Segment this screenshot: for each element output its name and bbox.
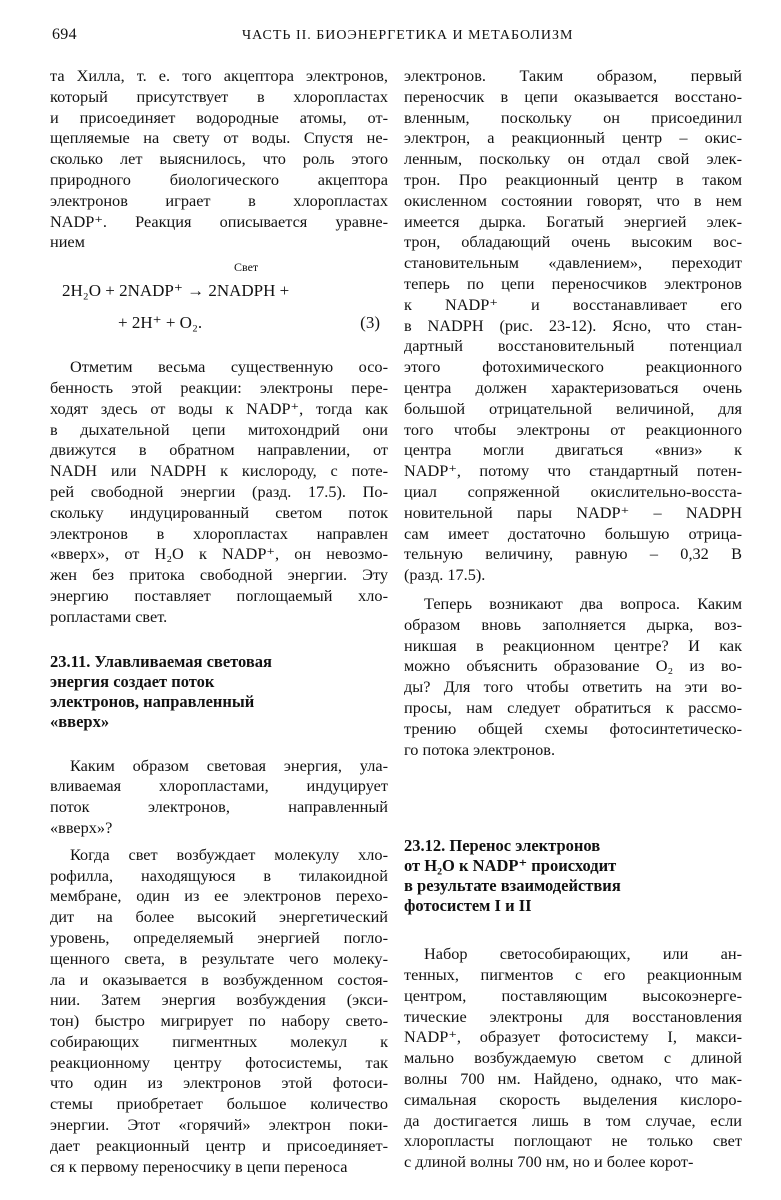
text-line: скольку индуцированный светом поток: [50, 502, 388, 522]
text-line: «вверх», от H₂O к NADP⁺, он невозмо-: [50, 544, 388, 564]
text-line: NADP⁺. Реакция описывается уравне-: [50, 211, 388, 231]
text-line: переносчик в цепи оказывается восстано-: [404, 86, 742, 106]
text-line: Каким образом световая энергия, ула-: [70, 755, 388, 775]
text-line: нием: [50, 232, 85, 252]
text-line: вленным, поскольку он присоединил: [404, 107, 742, 127]
text-line: Когда свет возбуждает молекулу хло-: [70, 844, 388, 864]
text-line: Отметим весьма существенную осо-: [70, 357, 388, 377]
text-line: энергии. Этот «горячий» электрон поки-: [50, 1115, 388, 1135]
text-line: бенность этой реакции: электроны пере-: [50, 377, 388, 397]
text-line: реакционному центру фотосистемы, так: [50, 1052, 388, 1072]
text-line: ропластами свет.: [50, 606, 168, 626]
text-line: NADP⁺, потому что стандартный потен-: [404, 461, 742, 481]
text-line: просы, нам следует обратиться к рассмо-: [404, 697, 742, 717]
text-line: вливаемая хлоропластами, индуцирует: [50, 776, 388, 796]
text-line: энергию поставляет поглощаемый хло-: [50, 585, 388, 605]
text-line: трон, обладающий очень высоким вос-: [404, 232, 742, 252]
text-line: того чтобы электроны от реакционного: [404, 419, 742, 439]
text-line: волны 700 нм. Найдено, однако, что мак-: [404, 1069, 742, 1089]
text-line: нии. Затем энергия возбуждения (экси-: [50, 990, 388, 1010]
heading-line: от H₂O к NADP⁺ происходит: [404, 856, 617, 876]
text-line: образом вновь заполняется дырка, воз-: [404, 614, 742, 634]
text-line: дартный восстановительный потенциал: [404, 336, 742, 356]
running-head: ЧАСТЬ II. БИОЭНЕРГЕТИКА И МЕТАБОЛИЗМ: [242, 28, 574, 43]
text-line: ходят здесь от воды к NADP⁺, тогда как: [50, 398, 388, 418]
text-line: большой отрицательной величиной, для: [404, 398, 742, 418]
text-line: который присутствует в хлоропластах: [50, 86, 388, 106]
paragraph: [50, 756, 388, 839]
text-line: рей свободной энергии (разд. 17.5). По-: [50, 481, 388, 501]
text-line: ла и оказывается в возбужденном состоя-: [50, 969, 388, 989]
text-line: мембране, один из ее электронов перехо-: [50, 886, 388, 906]
text-line: Теперь возникают два вопроса. Каким: [424, 593, 742, 613]
text-line: природного биологического акцептора: [50, 169, 388, 189]
text-line: новительной пары NADP⁺ – NADPH: [404, 502, 742, 522]
text-line: центром, поставляющим высокоэнерге-: [404, 985, 742, 1005]
text-line: циал сопряженной окислительно-восста-: [404, 481, 742, 501]
text-line: да достигается лишь в том случае, если: [404, 1110, 742, 1130]
text-line: го потока электронов.: [404, 739, 556, 759]
text-line: хлоропласты поглощают не только свет: [404, 1131, 742, 1151]
text-line: можно объяснить образование O₂ из во-: [404, 656, 742, 676]
text-line: с длиной волны 700 нм, но и более корот-: [404, 1152, 694, 1172]
text-line: (разд. 17.5).: [404, 565, 486, 585]
text-line: теперь по цепи переносчиков электронов: [404, 273, 742, 293]
heading-line: 23.12. Перенос электронов: [404, 836, 601, 856]
text-line: и присоединяет водородные атомы, от-: [50, 107, 388, 127]
text-line: становительным «давлением», переходит: [404, 253, 742, 273]
heading-line: в результате взаимодействия: [404, 876, 621, 896]
text-line: окисленном состоянии говорят, что в нем: [404, 190, 742, 210]
heading-line: «вверх»: [50, 711, 110, 731]
text-line: та Хилла, т. е. того акцептора электронов,: [50, 66, 388, 85]
text-line: рофилла, находящуюся в тилакоидной: [50, 865, 388, 885]
section-heading-23-11: [50, 652, 388, 732]
text-line: центра должен характеризоваться очень: [404, 377, 742, 397]
text-line: ленным, поскольку он отдал свой элек-: [404, 149, 742, 169]
paragraph: [50, 66, 388, 253]
page-number: 694: [52, 26, 77, 43]
equation-3: [50, 260, 388, 335]
text-line: щенного света, в результате чего молеку-: [50, 948, 388, 968]
text-line: стемы приобретает большое количество: [50, 1094, 388, 1114]
heading-line: энергия создает поток: [50, 671, 215, 691]
paragraph: [50, 357, 388, 627]
text-line: дит на более высокий энергетический: [50, 907, 388, 927]
text-line: что один из электронов этой фотоси-: [50, 1073, 388, 1093]
text-line: к NADP⁺ и восстанавливает его: [404, 294, 742, 314]
equation-line-1: 2H₂O + 2NADP⁺ → 2NADPH +: [62, 281, 290, 301]
left-column: [50, 66, 388, 1177]
equation-line-2: + 2H⁺ + O₂.: [118, 313, 203, 333]
text-line: трон. Про реакционный центр в таком: [404, 169, 742, 189]
text-line: NADP⁺, образует фотосистему I, макси-: [404, 1027, 742, 1047]
paragraph: [50, 845, 388, 1178]
text-line: электронов в хлоропластах направлен: [50, 523, 388, 543]
page-header: [52, 20, 740, 50]
text-line: жен без притока свободной энергии. Эту: [50, 565, 388, 585]
text-line: мально возбуждаемую светом с длиной: [404, 1048, 742, 1068]
section-heading-23-12: [404, 836, 742, 916]
text-line: ся к первому переносчику в цепи переноса: [50, 1156, 348, 1176]
paragraph: [404, 944, 742, 1173]
text-line: тон) быстро мигрирует по набору свето-: [50, 1011, 388, 1031]
text-line: в NADPH (рис. 23-12). Ясно, что стан-: [404, 315, 742, 335]
heading-line: фотосистем I и II: [404, 896, 532, 916]
text-line: NADH или NADPH к кислороду, с поте-: [50, 461, 388, 481]
text-line: центра могли двигаться «вниз» к: [404, 440, 742, 460]
text-line: электронов играет в хлоропластах: [50, 190, 388, 210]
text-line: дает реакционный центр и присоединяет-: [50, 1135, 388, 1155]
heading-line: 23.11. Улавливаемая световая: [50, 651, 272, 671]
text-line: уровень, определяемый энергией погло-: [50, 927, 388, 947]
text-line: этого фотохимического реакционного: [404, 357, 742, 377]
text-line: поток электронов, направленный: [50, 797, 388, 817]
text-line: сам имеет достаточно большую отрица-: [404, 523, 742, 543]
text-line: никшая в реакционном центре? И как: [404, 635, 742, 655]
text-line: собирающих пигментных молекул к: [50, 1031, 388, 1051]
text-line: в дыхательной цепи митохондрий они: [50, 419, 388, 439]
text-line: «вверх»?: [50, 817, 113, 837]
paragraph: [404, 66, 742, 586]
text-line: ды? Для того чтобы ответить на эти во-: [404, 677, 742, 697]
text-line: симальная скорость выделения кислоро-: [404, 1089, 742, 1109]
heading-line: электронов, направленный: [50, 691, 255, 711]
text-line: имеется дырка. Богатый энергией элек-: [404, 211, 742, 231]
text-line: тенных, пигментов с его реакционным: [404, 965, 742, 985]
text-line: электронов. Таким образом, первый: [404, 66, 742, 85]
equation-label-light: Свет: [234, 260, 259, 275]
text-line: щепляемые на свету от воды. Спустя не-: [50, 128, 388, 148]
right-column: [404, 66, 742, 1173]
text-line: трению общей схемы фотосинтетическо-: [404, 718, 742, 738]
text-line: тические электроны для восстановления: [404, 1006, 742, 1026]
paragraph: [404, 594, 742, 760]
text-line: сколько лет выяснилось, что роль этого: [50, 149, 388, 169]
text-line: тельную величину, равную – 0,32 В: [404, 544, 742, 564]
text-line: электрон, а реакционный центр – окис-: [404, 128, 742, 148]
equation-number: (3): [360, 313, 380, 333]
text-line: движутся в обратном направлении, от: [50, 440, 388, 460]
text-line: Набор светособирающих, или ан-: [424, 944, 742, 964]
